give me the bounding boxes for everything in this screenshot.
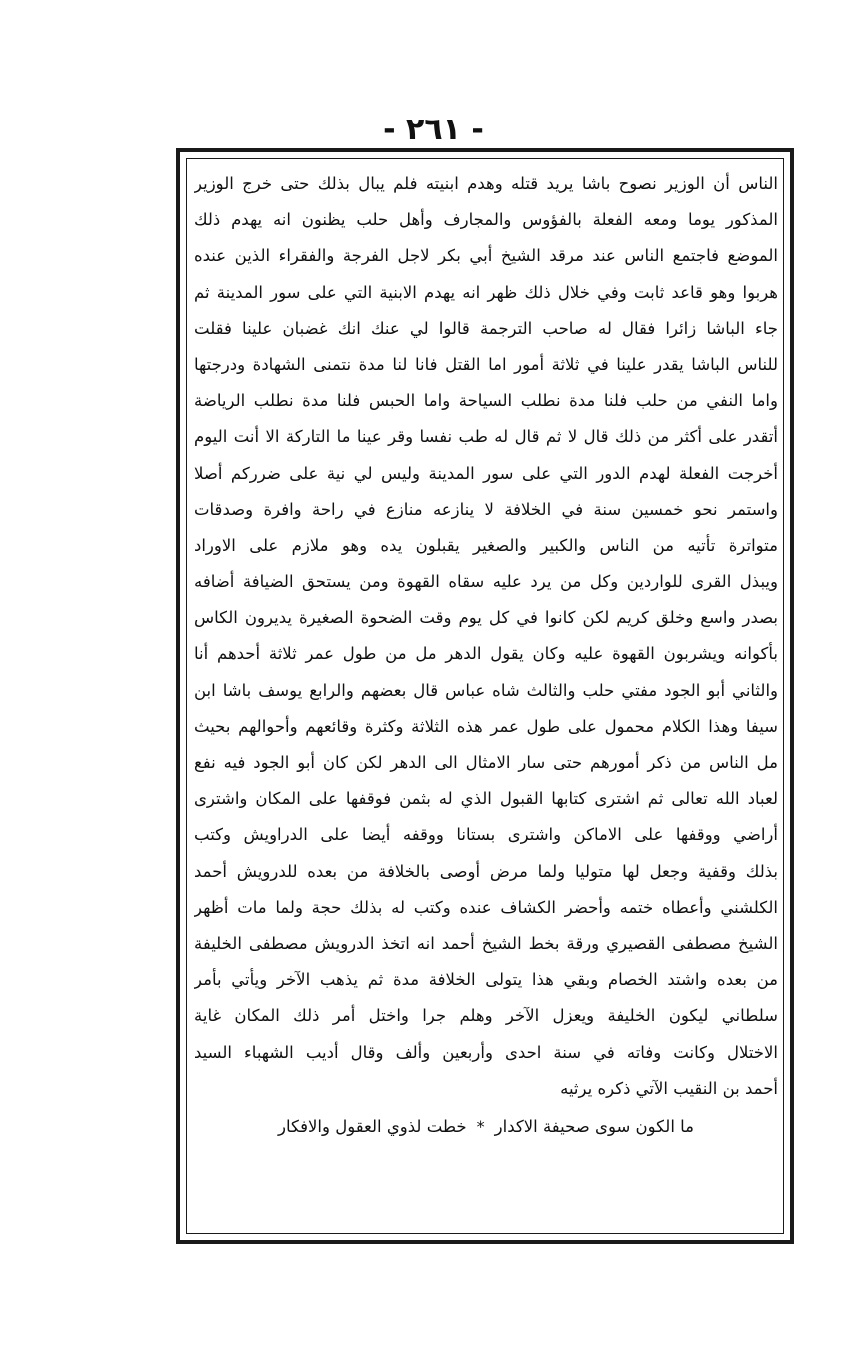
text-line: بأكوانه ويشربون القهوة عليه وكان يقول الدهر مل من طول عمر ثلاثة أحدهم أنا [194, 644, 778, 664]
text-line: الشيخ مصطفى القصيري ورقة بخط الشيخ أحمد انه اتخذ الدرويش مصطفى الخليفة [194, 933, 778, 953]
verse-second-hemistich: خطت لذوي العقول والافكار [278, 1117, 467, 1137]
text-line: الاختلال وكانت وفاته في سنة احدى وأربعين وألف وقال أديب الشهباء السيد [194, 1042, 778, 1062]
text-line: والثاني أبو الجود مفتي حلب والثالث شاه عباس قال بعضهم والرابع يوسف باشا ابن [194, 680, 778, 700]
text-line: مل الناس من ذكر أمورهم حتى سار الامثال الى الدهر لكن كان أبو الجود فيه نفع [194, 753, 778, 772]
text-line: أتقدر على أكثر من ذلك قال لا ثم قال له طب نفسا وقر عينا ما التاركة الا أنت اليوم [194, 427, 778, 447]
text-line: سيفا وهذا الكلام محمول على طول عمر هذه الثلاثة وكثرة وقائعهم وأحوالهم بحيث [194, 716, 778, 736]
text-line: الموضع فاجتمع الناس عند مرقد الشيخ أبي بكر لاجل الفرجة والفقراء الذين عنده [194, 246, 778, 266]
text-line: الناس أن الوزير نصوح باشا يريد قتله وهدم ابنيته فلم يبال بذلك حتى خرج الوزير [194, 174, 778, 193]
verse-first-hemistich: ما الكون سوى صحيفة الاكدار [494, 1117, 695, 1137]
verse-separator: * [476, 1117, 485, 1137]
page-number: - ٢٦١ - [383, 112, 484, 147]
text-line: سلطاني ليكون الخليفة ويعزل الآخر وهلم جرا واختل أمر ذلك المكان غاية [194, 1006, 778, 1026]
text-line: أخرجت الفعلة لهدم الدور التي على سور المدينة وليس لي نية على ضرركم أصلا [194, 463, 778, 483]
text-line: جاء الباشا زائرا فقال له صاحب الترجمة قالوا لي عنك انك غضبان علينا فقلت [194, 318, 778, 338]
text-line: واستمر نحو خمسين سنة في الخلافة لا ينازعه منازع في راحة وافرة وصدقات [194, 499, 778, 519]
text-line: بصدر واسع وخلق كريم لكن كانوا في كل يوم وقت الضحوة الصغيرة يديرون الكاس [194, 608, 778, 628]
text-line: الكلشني وأعطاه ختمه وأحضر الكشاف عنده وكتب له بذلك حجة ولما مات أظهر [194, 897, 778, 917]
text-line: للناس الباشا يقدر علينا في ثلاثة أمور اما القتل فانا لنا مدة نتمنى الشهادة ودرجتها [194, 354, 778, 374]
text-line: متواترة تأتيه من الناس والكبير والصغير يقبلون يده وهو ملازم على الاوراد [194, 535, 778, 555]
text-body [194, 166, 778, 1234]
text-line: المذكور يوما ومعه الفعلة بالفؤوس والمجارف وأهل حلب يظنون انه يهدم ذلك [194, 210, 778, 230]
text-line: ويبذل القرى للواردين وكل من يرد عليه سقاه القهوة ومن يستحق الضيافة أضافه [194, 572, 778, 592]
text-line: هربوا وهو قاعد ثابت وفي خلال ذلك ظهر انه يهدم الابنية التي على سور المدينة ثم [194, 282, 778, 302]
text-line: من بعده واشتد الخصام وبقي هذا يتولى الخلافة مدة ثم يذهب الآخر ويأتي بأمر [194, 970, 778, 990]
text-line: لعباد الله تعالى ثم اشترى كتابها القبول الذي له بثمن فوقفها على المكان واشترى [194, 789, 778, 809]
poetry-verse [194, 1107, 778, 1147]
text-line: أراضي ووقفها على الاماكن واشترى بستانا ووقفه أيضا على الدراويش وكتب [194, 825, 778, 845]
text-line: واما النفي من حلب فلنا مدة نطلب السياحة واما الحبس فلنا مدة نطلب الرياضة [194, 391, 778, 411]
text-line: أحمد بن النقيب الآتي ذكره يرثيه [560, 1078, 778, 1098]
text-line: بذلك وقفية وجعل لها متوليا ولما مرض أوصى بالخلافة من بعده للدرويش أحمد [194, 861, 778, 881]
